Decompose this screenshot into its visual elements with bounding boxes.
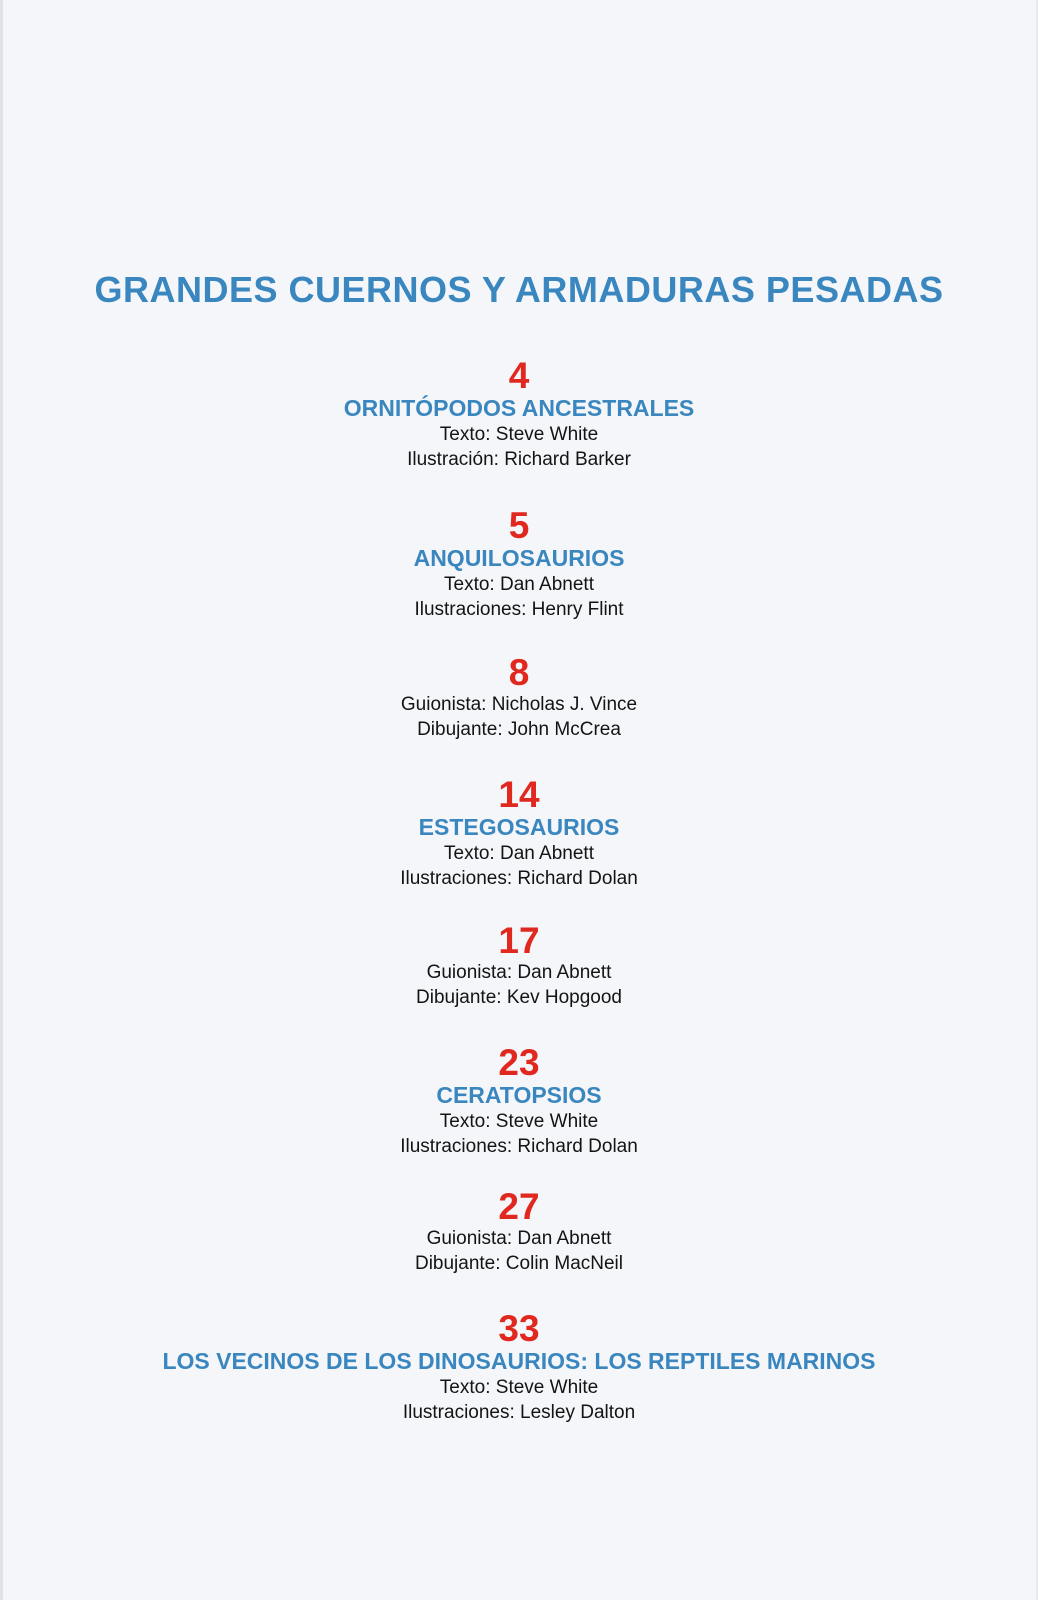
page-number: 5 [508,505,530,546]
page-title: GRANDES CUERNOS Y ARMADURAS PESADAS [94,269,944,310]
credit-line: Texto: Dan Abnett [444,574,594,595]
toc-entry [0,357,1038,472]
credit-line: Dibujante: Colin MacNeil [414,1253,624,1274]
credit-line: Texto: Steve White [439,1111,599,1132]
page-number: 4 [508,355,530,396]
credit-line: Texto: Dan Abnett [444,843,594,864]
credit-line: Dibujante: Kev Hopgood [416,987,622,1008]
toc-entry [0,776,1038,891]
toc-entry [0,1310,1038,1425]
page-number: 23 [498,1042,540,1083]
credit-line: Dibujante: John McCrea [417,719,621,740]
credit-line: Texto: Steve White [439,1377,599,1398]
toc-entry [0,654,1038,742]
credit-line: Guionista: Dan Abnett [426,1228,612,1249]
credit-line: Ilustraciones: Richard Dolan [400,1136,638,1157]
toc-entry [0,1188,1038,1276]
page-number: 33 [498,1308,540,1349]
page-number: 17 [498,920,540,961]
entry-title: ESTEGOSAURIOS [418,814,620,840]
entry-title: ORNITÓPODOS ANCESTRALES [343,395,695,421]
toc-entry [0,507,1038,622]
entry-title: CERATOPSIOS [436,1082,602,1108]
page-number: 14 [498,774,540,815]
page-number: 27 [498,1186,540,1227]
entry-title: ANQUILOSAURIOS [413,545,625,571]
credit-line: Guionista: Dan Abnett [426,962,612,983]
page-number: 8 [508,652,530,693]
credit-line: Texto: Steve White [439,424,599,445]
entry-title: LOS VECINOS DE LOS DINOSAURIOS: LOS REPTILES MARINOS [162,1348,876,1374]
toc-entry [0,922,1038,1010]
credit-line: Ilustraciones: Henry Flint [414,599,624,620]
credit-line: Ilustraciones: Richard Dolan [400,868,638,889]
toc-entry [0,1044,1038,1159]
credit-line: Ilustraciones: Lesley Dalton [402,1402,636,1423]
credit-line: Ilustración: Richard Barker [407,449,631,470]
credit-line: Guionista: Nicholas J. Vince [400,694,638,715]
